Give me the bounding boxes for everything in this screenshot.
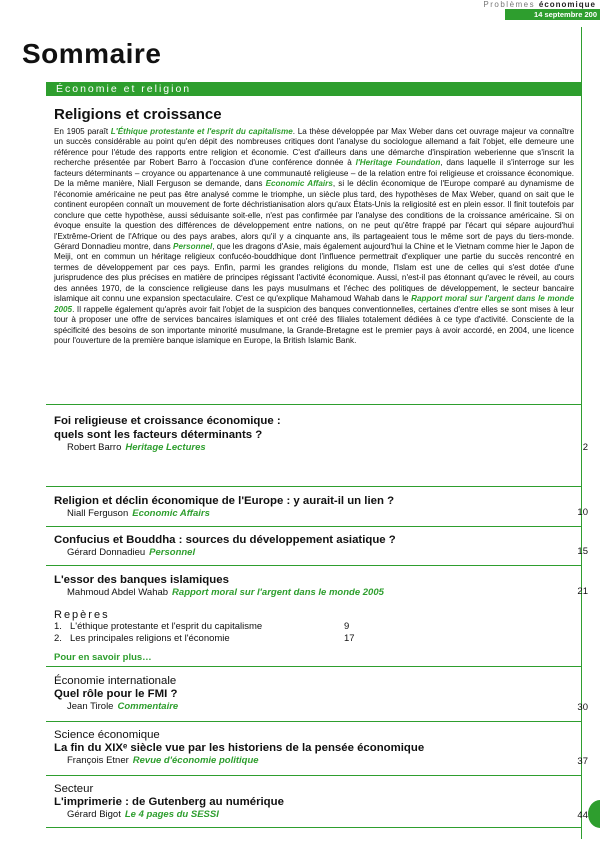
intro-run: et ont créé des filiales totalement dédiées à ce type d'activité. Consciente de la spécificité des besoins de son importante minorité musulmane, la Grande-Bretagne est le premier pays à avoir accordé, en 2004, une licence pour l'ouverture de la première banque islamique en Europe, la (54, 315, 575, 346)
divider (46, 526, 582, 527)
intro-run: l'Heritage Foundation (355, 158, 441, 168)
intro-run: ait connu une (88, 294, 143, 304)
article-title: L'essor des banques islamiques (54, 574, 229, 586)
intro-run: religiosité est en plein essor (402, 200, 503, 210)
intro-run: dans cet ouvrage majeur va connaître un succès considérable au point qu'en dépit (54, 127, 575, 147)
page-title: Sommaire (22, 38, 162, 69)
article-author: Mahmoud Abdel Wahab Rapport moral sur l'argent dans le monde 2005 (67, 587, 384, 598)
intro-run: . C'est d'ailleurs dans une démarche d' (286, 147, 434, 157)
intro-run: . Aussi, n'est-il pas étonnant qu'avec le réveil, au cours des années 1970, de la conscience religieuse dans les pays musulmans et l'échec des politiques de développement, le (54, 273, 575, 293)
intro-run: l'écart (465, 221, 487, 231)
intro-run: British Islamic Bank (283, 336, 355, 346)
intro-run: l'activité économique (296, 273, 373, 283)
intro-run: . (354, 336, 357, 346)
intro-run: banques conventionnelles (319, 304, 414, 314)
article-page: 21 (577, 586, 588, 597)
intro-run: inspiration weberienne (433, 147, 517, 157)
intro-run: alors qu'aux États-Unis la (304, 200, 403, 210)
extra-entry-1[interactable] (54, 675, 588, 713)
article-title: Confucius et Bouddha : sources du développement asiatique ? (54, 534, 396, 546)
intro-paragraph (54, 127, 574, 347)
article-page: 2 (582, 442, 588, 453)
intro-run: déchristianisation (241, 200, 305, 210)
article-title: Religion et déclin économique de l'Europe : y aurait-il un lien ? (54, 495, 395, 507)
reperes-item[interactable]: 1. L'éthique protestante et l'esprit du capitalisme 9 (54, 621, 350, 632)
intro-run: . La thèse développée par (292, 127, 392, 136)
article-title: Foi religieuse et croissance économique : quels sont les facteurs déterminants ? (54, 415, 281, 441)
intro-run: , si (332, 179, 348, 189)
extra-page: 37 (577, 756, 588, 767)
intro-run: qui sépare aujourd'hui (486, 221, 574, 231)
intro-run: . Il rappelle également qu'après avoir fait l'objet de la suspicion des (72, 304, 320, 314)
extra-author: François Etner Revue d'économie politique (67, 755, 259, 766)
divider (46, 666, 582, 667)
reperes-item[interactable]: 2. Les principales religions et l'économie 17 (54, 633, 355, 644)
extra-page: 30 (577, 702, 588, 713)
intro-run: comparé au (470, 179, 521, 189)
article-page: 10 (577, 507, 588, 518)
extra-title: La fin du XIXᵉ siècle vue par les historiens de la pensée économique (54, 742, 425, 754)
headline: Religions et croissance (54, 106, 222, 123)
intro-run: l'Islam (393, 262, 417, 272)
intro-run: de l'Afrique ou des pays arabes, alors qu'il y a cinquante ans, ils partageaient tous le même sort de pays du tiers-monde. Gérard Donnadieu montre, dans (54, 231, 574, 251)
date-badge: 14 septembre 200 (505, 9, 600, 20)
right-rule (581, 27, 582, 839)
article-page: 15 (577, 546, 588, 557)
article-entry-4[interactable] (54, 573, 588, 599)
intro-run: L'Éthique protestante et l'esprit du capitalisme (110, 127, 293, 136)
extra-heading: Science économique (54, 729, 160, 741)
intro-run: expansion spectaculaire (142, 294, 231, 304)
intro-run: l'Extrême-Orient (54, 231, 113, 241)
intro-run: ne peut pas être analysé comme le triomphe, un siècle plus tard, des hypothèses de Max Weber, quand on sait que le continent européen connaît un mouvement de forte (54, 189, 574, 210)
article-entry-3[interactable] (54, 533, 588, 559)
intro-run: dynamisme de l'économie américaine (54, 179, 575, 199)
divider (46, 827, 582, 828)
reperes-title: Repères (54, 609, 110, 621)
page-tab-marker (588, 800, 600, 828)
intro-run: religion et économie (211, 147, 287, 157)
intro-run: , que les (212, 241, 246, 251)
intro-run: héritage religieux confucéo-bouddhique (151, 252, 297, 262)
intro-run: . Il finit toutefois par conclure que cette hypothèse, aussi séduisante soit-elle, n'est pas confirmée par l'analyse des (54, 200, 575, 220)
savoir-plus-heading: Pour en savoir plus… (54, 652, 152, 663)
series-label: Problèmes économique (483, 0, 596, 9)
extra-title: Quel rôle pour le FMI ? (54, 688, 178, 700)
intro-run: dragons d'Asie (245, 241, 300, 251)
article-author: Gérard Donnadieu Personnel (67, 547, 196, 558)
extra-heading: Économie internationale (54, 675, 177, 687)
divider (46, 721, 582, 722)
intro-run: , mais également aujourd'hui la Chine et le Vietnam comme hier le Japon de Meiji, ont en commun un (54, 241, 574, 262)
extra-entry-3[interactable] (54, 783, 588, 821)
extra-title: L'imprimerie : de Gutenberg au numérique (54, 796, 284, 808)
intro-run: , certaines d'entre elles se sont mises à leur tour à proposer une offre de (54, 304, 575, 325)
divider (46, 565, 582, 566)
intro-run: Max Weber (391, 127, 433, 136)
intro-run: dont l'analyse du sociologue allemand a fait l'objet, elle demeure une référence pour l'étude des rapports entre (54, 137, 574, 157)
intro-run: est une de celles qui s'est dotée d'une jurisprudence des plus précises en matière de (54, 262, 574, 283)
intro-run: conditions de la croissance américaine (406, 210, 550, 220)
article-entry-1[interactable] (54, 414, 588, 454)
intro-run: Rapport moral sur l'argent dans le monde 2005 (54, 294, 574, 314)
divider (46, 404, 582, 405)
intro-run: . Si on évoque ensuite la question des différences de développement entre nations, on ne peut qu'être frappé par (54, 210, 574, 231)
article-author: Niall Ferguson Economic Affairs (67, 508, 210, 519)
intro-run: des nombreuses critiques (220, 137, 315, 147)
article-entry-2[interactable] (54, 494, 588, 520)
intro-run: dont l'influence permettrait d'expliquer une partie du succès rencontré en termes de développement par ces pays. Enfin, parmi les grandes religions du monde, (54, 252, 574, 272)
extra-author: Gérard Bigot Le 4 pages du SESSI (67, 809, 219, 820)
intro-run: régissant (258, 273, 297, 283)
divider (46, 486, 582, 487)
intro-run: services bancaires islamiques (163, 315, 274, 325)
intro-run: . C'est ce qu'explique Mahamoud Wahab dans le (230, 294, 412, 304)
extra-entry-2[interactable] (54, 729, 588, 767)
intro-run: que s'inscrit la recherche présentée par Robert Barro à l'occasion d'une conférence donnée à (54, 147, 575, 168)
intro-run: secteur bancaire islamique (54, 283, 574, 304)
section-bar: Économie et religion (46, 82, 582, 96)
extra-page: 44 (577, 810, 588, 821)
intro-run: Economic Affairs (265, 179, 333, 189)
intro-run: le déclin économique de l'Europe (347, 179, 471, 189)
extra-heading: Secteur (54, 783, 94, 795)
extra-author: Jean Tirole Commentaire (67, 701, 179, 712)
reperes-box (54, 609, 374, 645)
intro-run: principes (225, 273, 259, 283)
article-author: Robert Barro Heritage Lectures (67, 442, 206, 453)
intro-run: En 1905 paraît (54, 127, 111, 136)
intro-run: , dans laquelle il s'interroge sur les facteurs déterminants – croyance ou appartenance à une communauté religieuse – de la relation entre foi religieuse et croissance économique. De la même manière, Niall Ferguson se demande, dans (54, 158, 574, 189)
divider (46, 775, 582, 776)
intro-run: Personnel (173, 241, 213, 251)
